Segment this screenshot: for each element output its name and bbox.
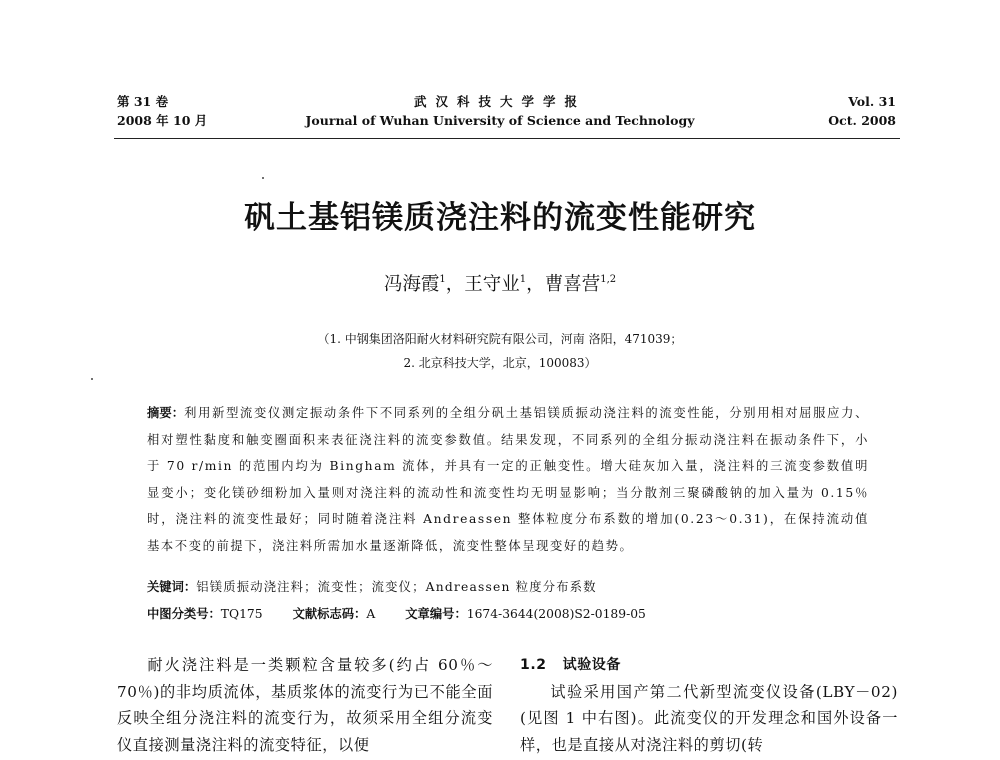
author-affiliation-mark: 1: [519, 274, 527, 285]
section-heading: [520, 652, 898, 679]
body-paragraph: 试验采用国产第二代新型流变仪设备(LBY－02)(见图 1 中右图)。此流变仪的开发理念和国外设备一样，也是直接从对浇注料的剪切(转: [520, 682, 898, 754]
section-title: 试验设备: [562, 657, 622, 673]
body-column-right: [520, 652, 898, 758]
article-number-item: [405, 604, 646, 622]
section-number: 1.2: [520, 657, 547, 673]
paper-title: 矾土基铝镁质浇注料的流变性能研究: [244, 200, 756, 236]
doc-code-label: 文献标志码：: [292, 607, 367, 621]
header-right: [828, 92, 896, 130]
author-affiliation-mark: 1: [439, 274, 446, 285]
scan-speck: [262, 177, 264, 179]
volume-cn: 第 31 卷: [117, 94, 169, 109]
body-paragraph: 耐火浇注料是一类颗粒含量较多(约占 60％～70％)的非均质流体，基质浆体的流变行为已不能全面反映全组分浇注料的流变行为，故须采用全组分流变仪直接测量浇注料的流变特征，以便: [117, 656, 493, 754]
date-cn: 2008 年 10 月: [117, 113, 208, 128]
keywords-label: 关键词：: [147, 580, 197, 594]
clc-value: TQ175: [220, 607, 263, 621]
keywords: [147, 577, 597, 595]
article-number-value: 1674-3644(2008)S2-0189-05: [466, 607, 646, 621]
clc-item: [147, 604, 263, 622]
abstract-text: 利用新型流变仪测定振动条件下不同系列的全组分矾土基铝镁质振动浇注料的流变性能，分别用相对屈服应力、相对塑性黏度和触变圈面积来表征浇注料的流变参数值。结果发现，不同系列的全组分振动浇注料在振动条件下，小于 70 r/min 的范围内均为 Bingham 流体，并具有一定的正触变性。增大硅灰加入量，浇注料的三流变参数值明显变小；变化镁砂细粉加入量则对浇注料的流动性和流变性均无明显影响；当分散剂三聚磷酸钠的加入量为 0.15％时，浇注料的流变性最好；同时随着浇注料 Andreassen 整体粒度分布系数的增加(0.23～0.31)，在保持流动值基本不变的前提下，浇注料所需加水量逐渐降低，流变性整体呈现变好的趋势。: [147, 406, 869, 553]
author-list: 冯海霞$^1$，王守业$^1$，曹喜营$^{1,2}$: [383, 274, 617, 295]
abstract: [147, 400, 869, 559]
journal-name-cn: 武汉科技大学学报: [413, 94, 586, 109]
classification-line: [147, 604, 646, 622]
volume-en: Vol. 31: [848, 94, 896, 109]
scan-speck: [91, 378, 93, 380]
affiliation-line: 2. 北京科技大学，北京，100083）: [403, 356, 597, 370]
author-name: 冯海霞: [383, 274, 440, 295]
clc-label: 中图分类号：: [147, 607, 221, 621]
doc-code-value: A: [366, 607, 376, 621]
journal-name-en: Journal of Wuhan University of Science and Technology: [305, 113, 695, 128]
author-name: 王守业: [464, 274, 520, 295]
body-column-left: [117, 652, 493, 758]
author-affiliation-mark: 1,2: [600, 274, 617, 285]
abstract-label: 摘要：: [147, 406, 185, 420]
header-rule: [114, 138, 900, 139]
author-name: 曹喜营: [544, 274, 601, 295]
doc-code-item: [293, 604, 376, 622]
keywords-text: 铝镁质振动浇注料；流变性；流变仪；Andreassen 粒度分布系数: [196, 580, 597, 594]
article-number-label: 文章编号：: [405, 607, 467, 621]
affiliation-line: （1. 中钢集团洛阳耐火材料研究院有限公司，河南 洛阳，471039；: [317, 332, 683, 346]
date-en: Oct. 2008: [828, 113, 896, 128]
